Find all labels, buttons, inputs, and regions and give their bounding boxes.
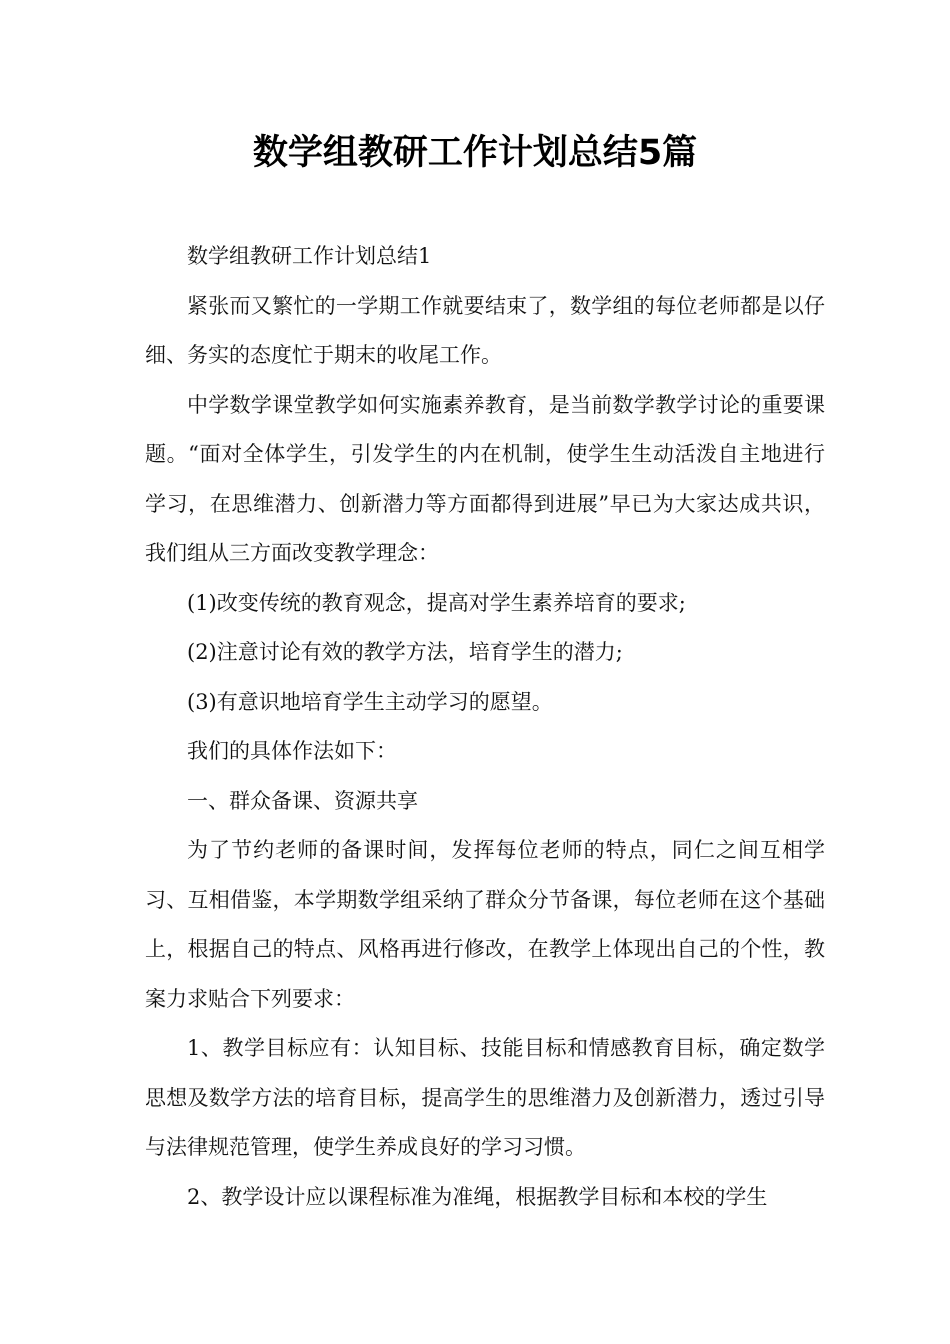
numbered-item: 1、教学目标应有：认知目标、技能目标和情感教育目标，确定数学思想及数学方法的培育目标，提高学生的思维潜力及创新潜力，透过引导与法律规范管理，使学生养成良好的学习习惯。 (145, 1036, 825, 1159)
paragraph: 为了节约老师的备课时间，发挥每位老师的特点，同仁之间互相学习、互相借鉴，本学期数学组采纳了群众分节备课，每位老师在这个基础上，根据自己的特点、风格再进行修改，在教学上体现出自己的个性，教案力求贴合下列要求： (145, 838, 825, 1011)
section-heading: 数学组教研工作计划总结1 (187, 244, 432, 268)
numbered-item: 2、教学设计应以课程标准为准绳，根据教学目标和本校的学生 (187, 1184, 768, 1209)
paragraph: 中学数学课堂教学如何实施素养教育，是当前数学教学讨论的重要课题。“面对全体学生，引发学生的内在机制，使学生生动活泼自主地进行学习，在思维潜力、创新潜力等方面都得到进展”早已为大家达成共识，我们组从三方面改变教学理念： (145, 392, 825, 565)
document-title: 数学组教研工作计划总结5篇 (252, 133, 698, 173)
list-item: (2)注意讨论有效的教学方法，培育学生的潜力; (187, 640, 623, 664)
document-body (145, 232, 825, 1222)
paragraph: 我们的具体作法如下： (187, 739, 397, 763)
list-item: (3)有意识地培育学生主动学习的愿望。 (187, 689, 553, 714)
paragraph: 紧张而又繁忙的一学期工作就要结束了，数学组的每位老师都是以仔细、务实的态度忙于期末的收尾工作。 (145, 293, 825, 367)
subsection-heading: 一、群众备课、资源共享 (187, 788, 418, 813)
list-item: (1)改变传统的教育观念，提高对学生素养培育的要求; (187, 590, 686, 615)
